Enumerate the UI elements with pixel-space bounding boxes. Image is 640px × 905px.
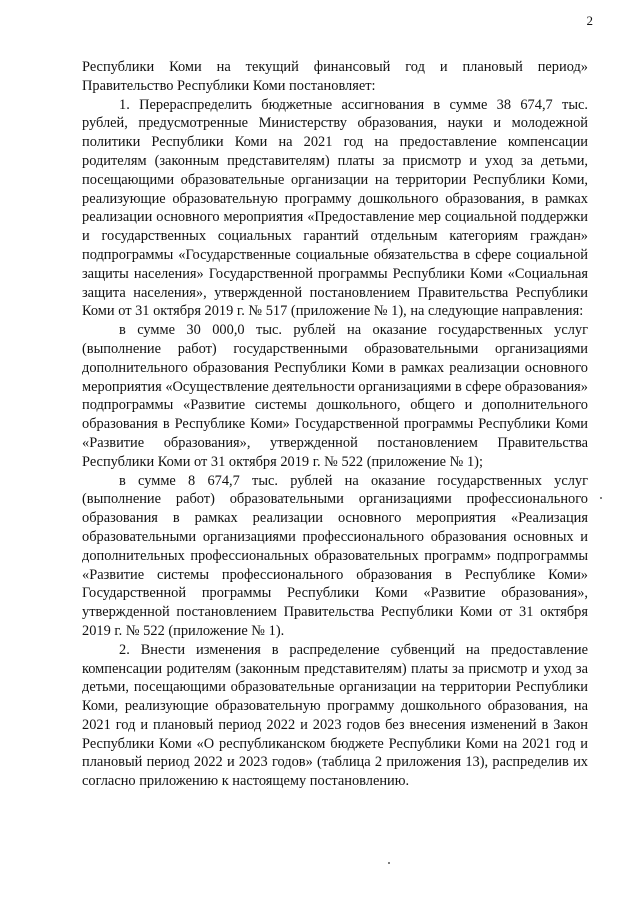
scan-speck xyxy=(388,862,390,864)
paragraph-item-1-direction-a: в сумме 30 000,0 тыс. рублей на оказание государственных услуг (выполнение работ) государственными образовательными организациями дополнительного образования Республики Коми в рамках реализации основного мероприятия «Осуществление деятельности организациями в сфере образования» подпрограммы «Развитие системы дошкольного, общего и дополнительного образования в Республике Коми» Государственной программы Республики Коми «Развитие образования», утвержденной постановлением Правительства Республики Коми от 31 октября 2019 г. № 522 (приложение № 1); xyxy=(82,322,588,470)
paragraph-preamble-continuation: Республики Коми на текущий финансовый год и плановый период» Правительство Республики Коми постановляет: xyxy=(82,59,588,94)
paragraph-item-1: 1. Перераспределить бюджетные ассигнования в сумме 38 674,7 тыс. рублей, предусмотренные Министерству образования, науки и молодежной политики Республики Коми на 2021 год на предоставление компенсации родителям (законным представителям) платы за присмотр и уход за детьми, посещающими образовательные организации на территории Республики Коми, реализующие образовательную программу дошкольного образования, в рамках реализации основного мероприятия «Предоставление мер социальной поддержки и государственных социальных гарантий отдельным категориям граждан» подпрограммы «Государственные социальные обязательства в сфере социальной защиты населения» Государственной программы Республики Коми «Социальная защита населения», утвержденной постановлением Правительства Республики Коми от 31 октября 2019 г. № 517 (приложение № 1), на следующие направления: xyxy=(82,96,588,320)
paragraph-item-1-direction-b: в сумме 8 674,7 тыс. рублей на оказание государственных услуг (выполнение работ) образовательными организациями профессионального образования в рамках реализации основного мероприятия «Реализация образовательными организациями профессионального образования основных и дополнительных профессиональных образовательных программ» подпрограммы «Развитие системы профессионального образования в Республике Коми» Государственной программы Республики Коми «Развитие образования», утвержденной постановлением Правительства Республики Коми от 31 октября 2019 г. № 522 (приложение № 1). xyxy=(82,472,588,639)
paragraph-item-2: 2. Внести изменения в распределение субвенций на предоставление компенсации родителям (законным представителям) платы за присмотр и уход за детьми, посещающими образовательные организации на территории Республики Коми, реализующие образовательную программу дошкольного образования, на 2021 год и плановый период 2022 и 2023 годов без внесения изменений в Закон Республики Коми «О республиканском бюджете Республики Коми на 2021 год и плановый период 2022 и 2023 годов» (таблица 2 приложения 13), распределив их согласно приложению к настоящему постановлению. xyxy=(82,641,588,790)
scan-speck xyxy=(600,497,602,499)
page-number: 2 xyxy=(586,13,593,28)
document-body xyxy=(82,58,588,791)
